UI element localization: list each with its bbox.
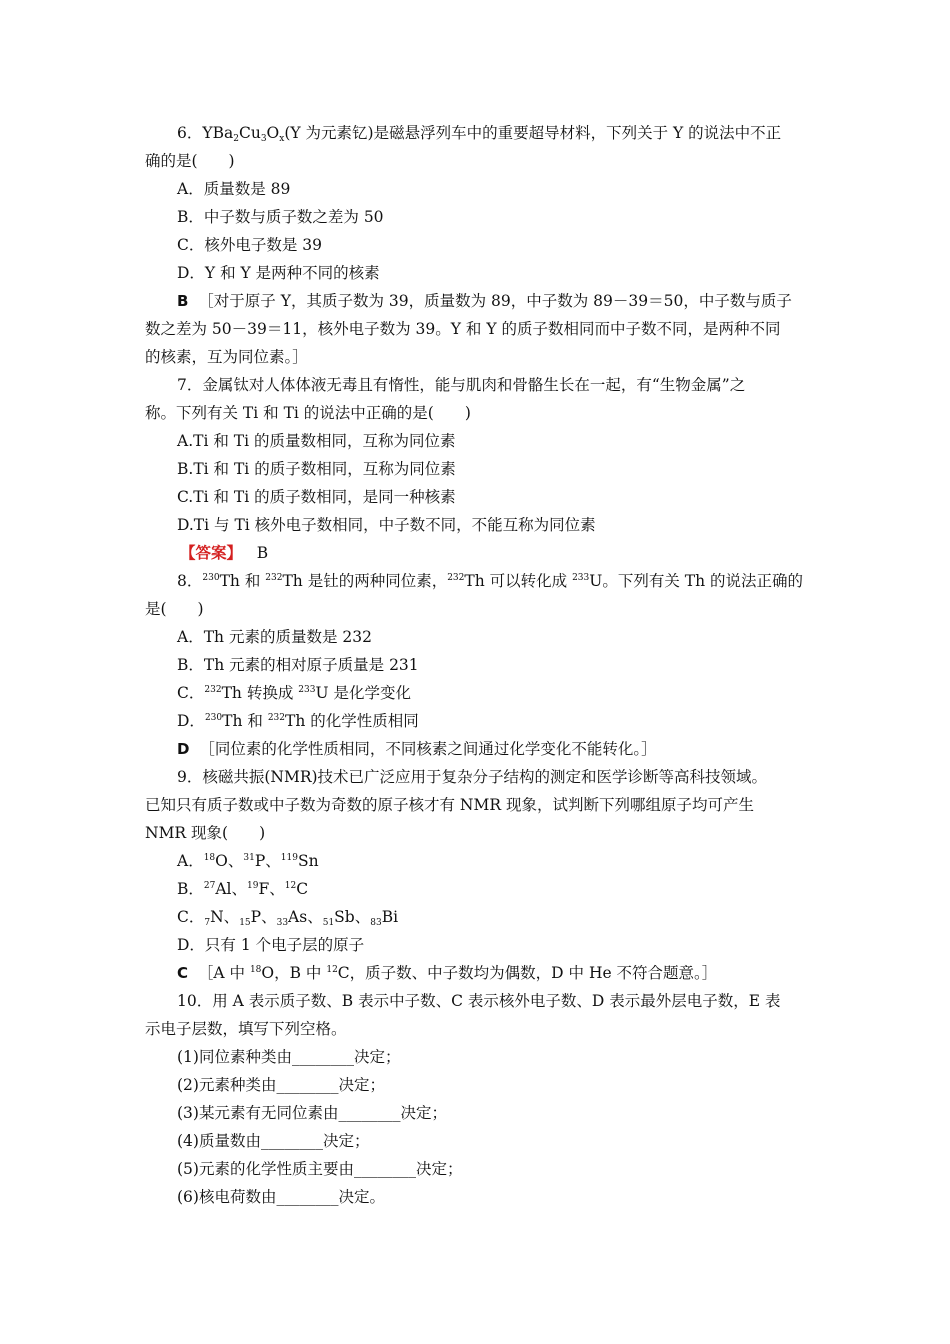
text: ［同位素的化学性质相同，不同核素之间通过化学变化不能转化。］ [199, 740, 657, 758]
q10-item-4: (4)质量数由________决定； [177, 1132, 370, 1150]
answer-letter: D [177, 740, 190, 758]
text: 是化学变化 [328, 684, 411, 702]
text: Th [464, 572, 485, 590]
text: 和 [242, 712, 268, 730]
text: Th [219, 572, 240, 590]
text: C． [177, 684, 205, 702]
q10-stem-line2: 示电子层数，填写下列空格。 [145, 1020, 347, 1038]
element: P [250, 908, 262, 926]
text: A． [177, 852, 204, 870]
element: C [296, 880, 309, 898]
text: D． [177, 712, 205, 730]
q9-option-c [177, 907, 398, 927]
mass-number: 232 [265, 573, 283, 583]
atomic-number: 83 [370, 918, 382, 928]
q6-option-c: C．核外电子数是 39 [177, 236, 323, 254]
q10-item-2: (2)元素种类由________决定； [177, 1076, 385, 1094]
mass-number: 27 [203, 881, 216, 891]
element: Sn [297, 852, 319, 870]
q8-option-a: A．Th 元素的质量数是 232 [177, 628, 372, 646]
separator: 、 [265, 852, 281, 870]
q10-item-1: (1)同位素种类由________决定； [177, 1048, 401, 1066]
atomic-number: 51 [322, 918, 335, 928]
mass-number: 230 [202, 573, 220, 583]
atomic-number: 7 [204, 918, 211, 928]
text: B． [177, 880, 204, 898]
q8-stem-line2: 是( ) [145, 600, 204, 618]
q6-option-a: A．质量数是 89 [177, 180, 291, 198]
q7-option-d: D.Ti 与 Ti 核外电子数相同，中子数不同，不能互称为同位素 [177, 516, 596, 534]
separator: 、 [307, 908, 323, 926]
text: 8． [177, 572, 203, 590]
subscript: 2 [233, 134, 239, 144]
q8-explanation [177, 739, 657, 759]
text: O [266, 124, 280, 142]
mass-number: 233 [298, 685, 316, 695]
q7-stem-line2: 称。下列有关 Ti 和 Ti 的说法中正确的是( ) [145, 404, 471, 422]
q10-item-3: (3)某元素有无同位素由________决定； [177, 1104, 447, 1122]
atomic-number: 15 [239, 918, 251, 928]
mass-number: 31 [243, 853, 255, 863]
element: As [288, 908, 308, 926]
text: Cu [238, 124, 261, 142]
text: 转换成 [241, 684, 299, 702]
q6-stem-line2: 确的是( ) [145, 152, 235, 170]
q9-explanation [177, 963, 717, 983]
element: Bi [381, 908, 399, 926]
q8-stem-line1 [177, 571, 803, 591]
q10-stem-line1: 10．用 A 表示质子数、B 表示中子数、C 表示核外电子数、D 表示最外层电子数，E 表 [177, 992, 781, 1010]
mass-number: 233 [572, 573, 590, 583]
answer-tag: 【答案】 [180, 543, 243, 562]
mass-number: 12 [326, 965, 338, 975]
text: Th [282, 572, 303, 590]
element: F [258, 880, 270, 898]
q8-option-d [177, 711, 419, 731]
element: Al [215, 880, 232, 898]
separator: 、 [227, 852, 244, 870]
q8-option-b: B．Th 元素的相对原子质量是 231 [177, 656, 419, 674]
q7-option-b: B.Ti 和 Ti 的质子数相同，互称为同位素 [177, 460, 456, 478]
answer-value: B [256, 544, 269, 562]
element: N [210, 908, 224, 926]
mass-number: 18 [203, 853, 216, 863]
q6-explanation-line3: 的核素，互为同位素。］ [145, 348, 308, 366]
mass-number: 12 [284, 881, 297, 891]
text: 的化学性质相同 [305, 712, 419, 730]
subscript: 3 [260, 134, 267, 144]
mass-number: 232 [204, 685, 222, 695]
text: U [315, 684, 329, 702]
answer-letter: B [177, 292, 189, 310]
q9-option-a [177, 851, 319, 871]
q7-answer [180, 543, 268, 563]
mass-number: 18 [249, 965, 262, 975]
text: Th [222, 712, 243, 730]
mass-number: 19 [247, 881, 259, 891]
text: 和 [239, 572, 266, 590]
answer-letter: C [177, 964, 189, 982]
q9-option-d: D．只有 1 个电子层的原子 [177, 936, 365, 954]
q6-option-d: D．Y 和 Y 是两种不同的核素 [177, 264, 380, 282]
q9-stem-line2: 已知只有质子数或中子数为奇数的原子核才有 NMR 现象，试判断下列哪组原子均可产生 [145, 796, 754, 814]
element: P [254, 852, 266, 870]
text: ［对于原子 Y，其质子数为 39，质量数为 89，中子数为 89－39＝50，中子数与质子 [198, 292, 792, 310]
q7-option-a: A.Ti 和 Ti 的质量数相同，互称为同位素 [177, 432, 456, 450]
text: C． [177, 908, 205, 926]
text: 6．YBa [177, 124, 234, 142]
q7-stem-line1: 7．金属钛对人体体液无毒且有惰性，能与肌肉和骨骼生长在一起，有“生物金属”之 [177, 376, 746, 394]
text: Th [221, 684, 242, 702]
element: O [215, 852, 228, 870]
q10-item-5: (5)元素的化学性质主要由________决定； [177, 1160, 463, 1178]
text: 可以转化成 [484, 572, 573, 590]
element: Sb [334, 908, 355, 926]
q10-item-6: (6)核电荷数由________决定。 [177, 1188, 385, 1206]
separator: 、 [354, 908, 371, 926]
text: ［A 中 [197, 964, 250, 982]
q9-stem-line3: NMR 现象( ) [145, 824, 266, 842]
q8-option-c [177, 683, 411, 703]
q9-stem-line1: 9．核磁共振(NMR)技术已广泛应用于复杂分子结构的测定和医学诊断等高科技领域。 [177, 768, 768, 786]
q9-option-b [177, 879, 308, 899]
separator: 、 [223, 908, 240, 926]
text: U [589, 572, 603, 590]
q6-explanation-line1 [177, 291, 792, 311]
mass-number: 230 [204, 713, 223, 723]
q6-stem-line1 [177, 123, 781, 143]
text: O，B 中 [261, 964, 327, 982]
text: (Y 为元素钇)是磁悬浮列车中的重要超导材料，下列关于 Y 的说法中不正 [284, 124, 782, 142]
q6-explanation-line2: 数之差为 50－39＝11，核外电子数为 39。Y 和 Y 的质子数相同而中子数不同，是两种不同 [145, 320, 781, 338]
text: 。下列有关 Th 的说法正确的 [602, 572, 804, 590]
mass-number: 119 [280, 853, 298, 863]
text: 是钍的两种同位素， [302, 572, 448, 590]
atomic-number: 33 [276, 918, 289, 928]
mass-number: 232 [447, 573, 465, 583]
subscript: x [279, 134, 285, 144]
mass-number: 232 [267, 713, 285, 723]
q7-option-c: C.Ti 和 Ti 的质子数相同，是同一种核素 [177, 488, 456, 506]
text: Th [285, 712, 306, 730]
separator: 、 [231, 880, 248, 898]
separator: 、 [261, 908, 277, 926]
separator: 、 [269, 880, 285, 898]
text: C，质子数、中子数均为偶数，D 中 He 不符合题意。］ [337, 964, 718, 982]
q6-option-b: B．中子数与质子数之差为 50 [177, 208, 384, 226]
